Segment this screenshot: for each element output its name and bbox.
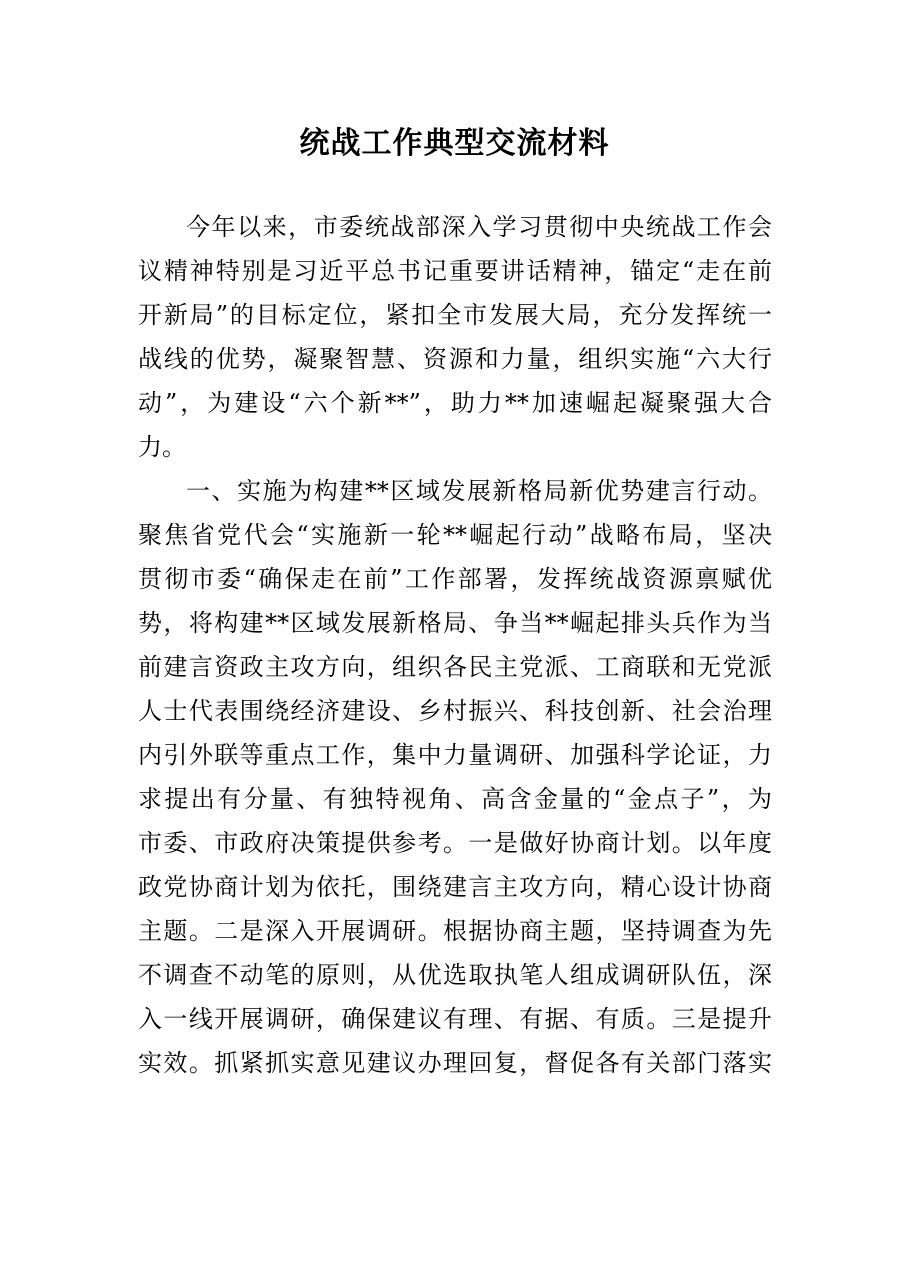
paragraph-1-line-5: 动”，为建设“六个新**”，助力**加速崛起凝聚强大合: [138, 389, 772, 417]
paragraph-2-line-14: 实效。抓紧抓实意见建议办理回复，督促各有关部门落实: [138, 1049, 772, 1077]
paragraph-2-line-5: 前建言资政主攻方向，组织各民主党派、工商联和无党派: [138, 653, 772, 681]
section-1-heading-line: 一、实施为构建**区域发展新格局新优势建言行动。: [186, 477, 772, 505]
paragraph-1-line-2: 议精神特别是习近平总书记重要讲话精神，锚定“走在前: [138, 257, 772, 285]
paragraph-2-line-8: 求提出有分量、有独特视角、高含金量的“金点子”，为: [138, 785, 772, 813]
paragraph-2-line-13: 入一线开展调研，确保建议有理、有据、有质。三是提升: [138, 1005, 772, 1033]
paragraph-2-line-3: 贯彻市委“确保走在前”工作部署，发挥统战资源禀赋优: [138, 565, 772, 593]
paragraph-2-line-10: 政党协商计划为依托，围绕建言主攻方向，精心设计协商: [138, 873, 772, 901]
paragraph-2-line-7: 内引外联等重点工作，集中力量调研、加强科学论证，力: [138, 741, 772, 769]
paragraph-2-line-11: 主题。二是深入开展调研。根据协商主题，坚持调查为先: [138, 917, 772, 945]
paragraph-2-line-2: 聚焦省党代会“实施新一轮**崛起行动”战略布局，坚决: [138, 521, 772, 549]
document-title: 统战工作典型交流材料: [299, 126, 610, 161]
paragraph-1-line-6: 力。: [138, 433, 186, 461]
paragraph-2-line-9: 市委、市政府决策提供参考。一是做好协商计划。以年度: [138, 829, 772, 857]
paragraph-2-line-6: 人士代表围绕经济建设、乡村振兴、科技创新、社会治理: [138, 697, 772, 725]
paragraph-1-line-4: 战线的优势，凝聚智慧、资源和力量，组织实施“六大行: [138, 345, 772, 373]
paragraph-2-line-4: 势，将构建**区域发展新格局、争当**崛起排头兵作为当: [138, 609, 772, 637]
paragraph-1-line-1: 今年以来，市委统战部深入学习贯彻中央统战工作会: [186, 213, 772, 241]
paragraph-2-line-12: 不调查不动笔的原则，从优选取执笔人组成调研队伍，深: [138, 961, 772, 989]
document-body: [138, 205, 772, 1085]
paragraph-1-line-3: 开新局”的目标定位，紧扣全市发展大局，充分发挥统一: [138, 301, 772, 329]
